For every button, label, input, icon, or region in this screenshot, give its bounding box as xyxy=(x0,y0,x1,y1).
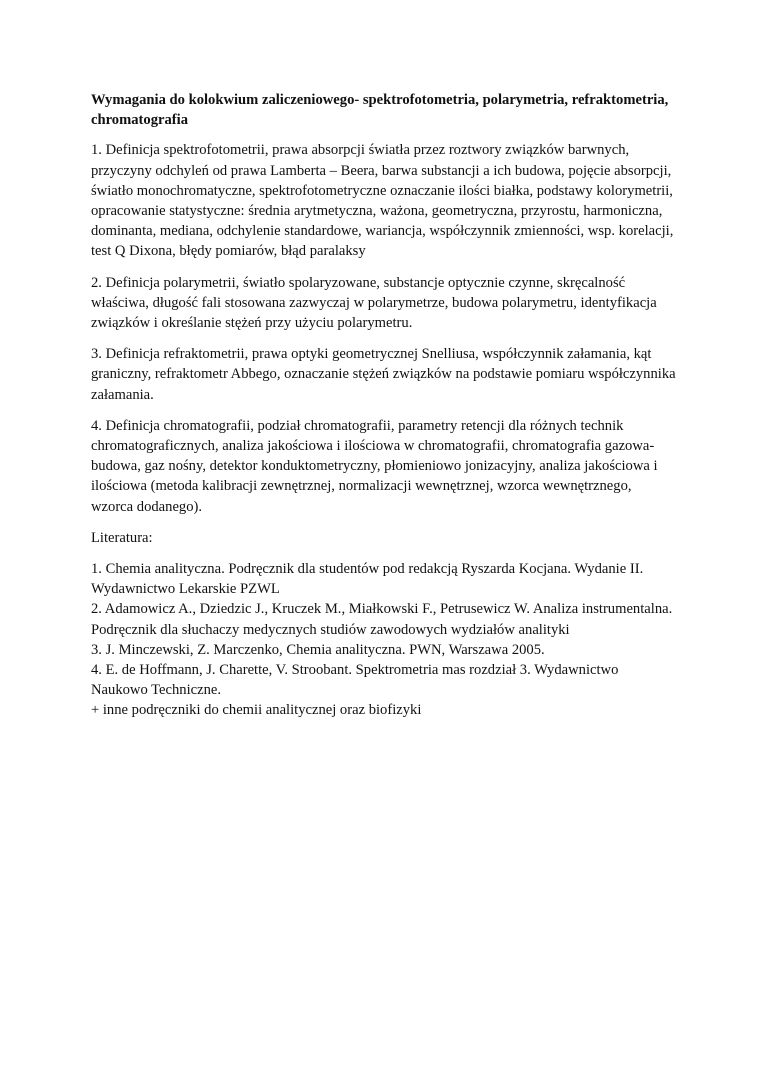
literature-item: 3. J. Minczewski, Z. Marczenko, Chemia analityczna. PWN, Warszawa 2005. xyxy=(91,641,545,658)
requirement-refractometry: 3. Definicja refraktometrii, prawa optyki geometrycznej Snelliusa, współczynnik załamania, kąt graniczny, refraktometr Abbego, oznaczanie stężeń związków na podstawie pomiaru współczynnika załamania. xyxy=(91,346,676,403)
literature-list xyxy=(91,559,676,721)
requirement-spectrophotometry: 1. Definicja spektrofotometrii, prawa absorpcji światła przez roztwory związków barwnych, przyczyny odchyleń od prawa Lamberta – Beera, barwa substancji a ich budowa, pojęcie absorpcji, światło monochromatyczne, spektrofotometryczne oznaczanie ilości białka, podstawy kolorymetrii, opracowanie statystyczne: średnia arytmetyczna, ważona, geometryczna, przyrostu, harmoniczna, dominanta, mediana, odchylenie standardowe, wariancja, współczynnik zmienności, wsp. korelacji, test Q Dixona, błędy pomiarów, błąd paralaksy xyxy=(91,142,674,260)
requirement-chromatography: 4. Definicja chromatografii, podział chromatografii, parametry retencji dla różnych technik chromatograficznych, analiza jakościowa i ilościowa w chromatografii, chromatografia gazowa- budowa, gaz nośny, detektor konduktometryczny, płomieniowo jonizacyjny, analiza jakościowa i ilościowa (metoda kalibracji zewnętrznej, normalizacji wewnętrznej, wzorca wewnętrznego, wzorca dodanego). xyxy=(91,417,658,515)
literature-heading: Literatura: xyxy=(91,529,153,546)
literature-item: 4. E. de Hoffmann, J. Charette, V. Stroobant. Spektrometria mas rozdział 3. Wydawnictwo Naukowo Techniczne. xyxy=(91,662,619,699)
requirement-polarimetry: 2. Definicja polarymetrii, światło spolaryzowane, substancje optycznie czynne, skręcalność właściwa, długość fali stosowana zazwyczaj w polarymetrze, budowa polarymetru, identyfikacja związków i określanie stężeń przy użyciu polarymetru. xyxy=(91,274,657,332)
document-title: Wymagania do kolokwium zaliczeniowego- spektrofotometria, polarymetria, refraktometria, chromatografia xyxy=(91,92,669,129)
literature-item: 1. Chemia analityczna. Podręcznik dla studentów pod redakcją Ryszarda Kocjana. Wydanie II. Wydawnictwo Lekarskie PZWL xyxy=(91,561,644,598)
literature-item: 2. Adamowicz A., Dziedzic J., Kruczek M., Miałkowski F., Petrusewicz W. Analiza instrumentalna. Podręcznik dla słuchaczy medycznych studiów zawodowych wydziałów analityki xyxy=(91,601,673,638)
document-page xyxy=(91,90,676,721)
literature-item: + inne podręczniki do chemii analitycznej oraz biofizyki xyxy=(91,702,422,719)
